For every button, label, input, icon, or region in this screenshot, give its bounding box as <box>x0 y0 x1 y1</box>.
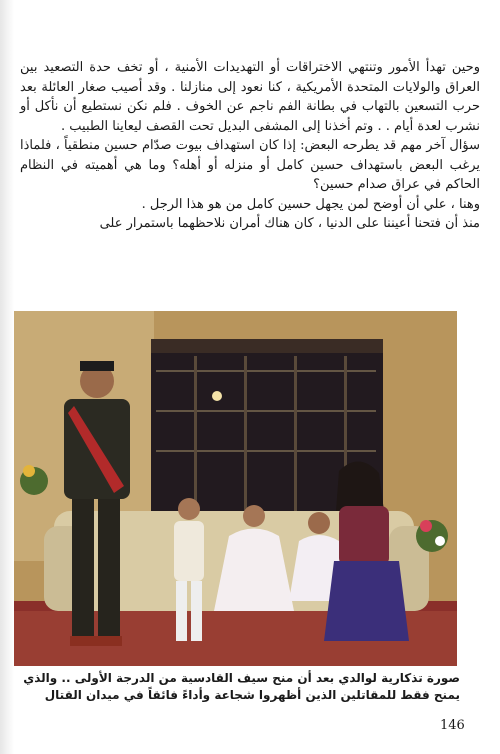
page-number: 146 <box>440 718 465 733</box>
paragraph-2: سؤال آخر مهم قد يطرحه البعض: إذا كان استهداف بيوت صدّام حسين منطقياً ، فلماذا يرغب البعض باستهداف حسين كامل أو منزله أو أهله؟ وما هي أهميته في النظام الحاكم في عراق صدام حسين؟ <box>20 138 480 192</box>
photo-caption: صورة تذكارية لوالدي بعد أن منح سيف القادسية من الدرجة الأولى .. والذي يمنح فقط للمقاتلين الذين أظهروا شجاعة وأداءً فائقاً في ميدان القتال <box>23 671 460 702</box>
family-photo-illustration <box>14 311 457 666</box>
paragraph-3: وهنا ، علي أن أوضح لمن يجهل حسين كامل من هو هذا الرجل . <box>141 196 480 212</box>
paragraph-1: وحين تهدأ الأمور وتنتهي الاختراقات أو التهديدات الأمنية ، أو تخف حدة التصعيد بين العراق والولايات المتحدة الأمريكية ، كنا نعود إلى منازلنا . وقد أصيب صغار العائلة بعد حرب التسعين بالتهاب في بطانة الفم ناجم عن الخوف . فلم نكن نستطيع أن نأكل أو نشرب لعدة أيام . . وتم أخذنا إلى المشفى البديل تحت القصف ليعاينا الطبيب . <box>20 60 480 134</box>
family-photo <box>14 311 457 666</box>
body-text <box>20 58 480 234</box>
page-gutter-shadow <box>0 0 14 754</box>
paragraph-4: منذ أن فتحنا أعيننا على الدنيا ، كان هناك أمران نلاحظهما باستمرار على <box>99 216 480 231</box>
